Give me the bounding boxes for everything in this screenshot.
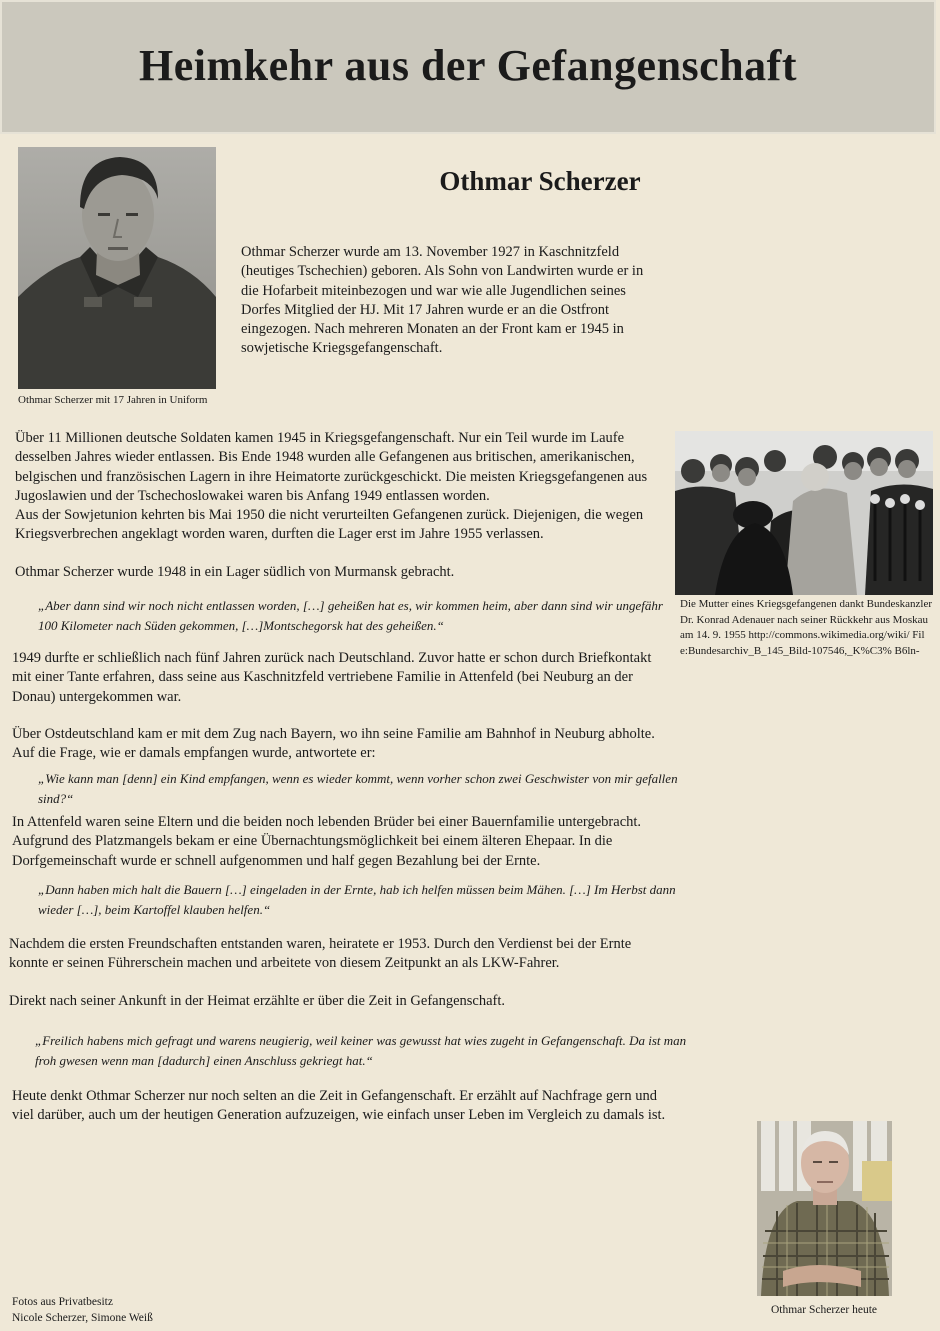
- paragraph-today: Heute denkt Othmar Scherzer nur noch selten an die Zeit in Gefangenschaft. Er erzählt auf Nachfrage gern und viel darüber, auch um der heutigen Generation aufzuzeigen, wie einfach unser Leben im Vergleich zu damals ist.: [12, 1088, 666, 1124]
- credits-line-2: Nicole Scherzer, Simone Weiß: [12, 1311, 153, 1324]
- header-banner: [0, 0, 936, 134]
- photo-credits: [12, 1295, 272, 1326]
- quote-welcome: „Wie kann man [denn] ein Kind empfangen, wenn es wieder kommt, wenn vorher schon zwei Geschwister von mir gefallen sind?“: [38, 771, 678, 806]
- paragraph-told-story: Direkt nach seiner Ankunft in der Heimat erzählte er über die Zeit in Gefangenschaft.: [9, 993, 506, 1009]
- caption-today-photo: Othmar Scherzer heute: [770, 1304, 877, 1316]
- page-title: Heimkehr aus der Gefangenschaft: [139, 41, 797, 90]
- credits-line-1: Fotos aus Privatbesitz: [12, 1296, 113, 1308]
- paragraph-marriage: Nachdem die ersten Freundschaften entstanden waren, heiratete er 1953. Durch den Verdienst bei der Ernte konnte er seinen Führerschein machen und arbeitete von diesem Zeitpunkt an als LKW-Fahrer.: [9, 936, 632, 972]
- quote-harvest: „Dann haben mich halt die Bauern […] eingeladen in der Ernte, hab ich helfen müssen beim Mähen. […] Im Herbst dann wieder […], beim Kartoffel klauben helfen.“: [38, 882, 676, 917]
- paragraph-attenfeld: In Attenfeld waren seine Eltern und die beiden noch lebenden Brüder bei einer Bauernfamilie untergebracht. Aufgrund des Platzmangels bekam er eine Übernachtungsmöglichkeit bei einem älteren Ehepaar. In die Dorfgemeinschaft wurde er schnell aufgenommen und half gegen Bezahlung bei der Ernte.: [12, 814, 642, 869]
- quote-montschegorsk: „Aber dann sind wir noch nicht entlassen worden, […] geheißen hat es, wir kommen heim, aber dann sind wir ungefähr 100 Kilometer nach Süden gekommen, […]Montschegorsk hat des geheißen.“: [38, 598, 663, 633]
- person-name-heading: Othmar Scherzer: [439, 166, 641, 196]
- paragraph-murmansk: Othmar Scherzer wurde 1948 in ein Lager südlich von Murmansk gebracht.: [15, 564, 455, 580]
- portrait-photo-young: [18, 147, 216, 389]
- caption-historic-photo: Die Mutter eines Kriegsgefangenen dankt Bundeskanzler Dr. Konrad Adenauer nach seiner Rückkehr aus Moskau am 14. 9. 1955 http://commons.wikimedia.org/wiki/ File:Bundesarchiv_B_145_Bild-107546,_K%C3% B6ln-: [680, 598, 932, 657]
- intro-paragraph: Othmar Scherzer wurde am 13. November 1927 in Kaschnitzfeld (heutiges Tschechien) geboren. Als Sohn von Landwirten wurde er in die Hofarbeit miteinbezogen und war wie alle Jugendlichen seines Dorfes Mitglied der HJ. Mit 17 Jahren wurde er an die Ostfront eingezogen. Nach mehreren Monaten an der Front kam er 1945 in sowjetische Kriegsgefangenschaft.: [241, 244, 644, 357]
- paragraph-return-1949: 1949 durfte er schließlich nach fünf Jahren zurück nach Deutschland. Zuvor hatte er schon durch Briefkontakt mit einer Tante erfahren, dass seine aus Kaschnitzfeld vertriebene Familie in Attenfeld (bei Neuburg an der Donau) untergekommen war.: [12, 650, 652, 705]
- paragraph-statistics: Über 11 Millionen deutsche Soldaten kamen 1945 in Kriegsgefangenschaft. Nur ein Teil wurde im Laufe desselben Jahres wieder entlassen. Bis Ende 1948 wurden alle Gefangenen aus britischen, amerikanischen, belgischen und französischen Lagern in ihre Heimatorte zurückgeschickt. Die meisten Kriegsgefangenen aus Jugoslawien und der Tschechoslowakei waren bis Anfang 1949 entlassen worden.: [15, 430, 648, 504]
- historic-adenauer-photo: [675, 431, 933, 595]
- section-pow-statistics: [15, 429, 670, 545]
- quote-curiosity: „Freilich habens mich gefragt und warens neugierig, weil keiner was gewusst hat wies zugeht in Gefangenschaft. Da ist man froh gwesen wenn man [dadurch] einen Anschluss gekriegt hat.“: [35, 1033, 687, 1068]
- paragraph-soviet-return: Aus der Sowjetunion kehrten bis Mai 1950 die nicht verurteilten Gefangenen zurück. Diejenigen, die wegen Kriegsverbrechen angeklagt worden waren, durften die Lager erst im Jahre 1955 verlassen.: [15, 507, 644, 543]
- paragraph-journey-bavaria: Über Ostdeutschland kam er mit dem Zug nach Bayern, wo ihn seine Familie am Bahnhof in Neuburg abholte. Auf die Frage, wie er damals empfangen wurde, antwortete er:: [12, 726, 655, 762]
- portrait-photo-today: [757, 1121, 892, 1296]
- caption-young-photo: Othmar Scherzer mit 17 Jahren in Uniform: [18, 394, 208, 406]
